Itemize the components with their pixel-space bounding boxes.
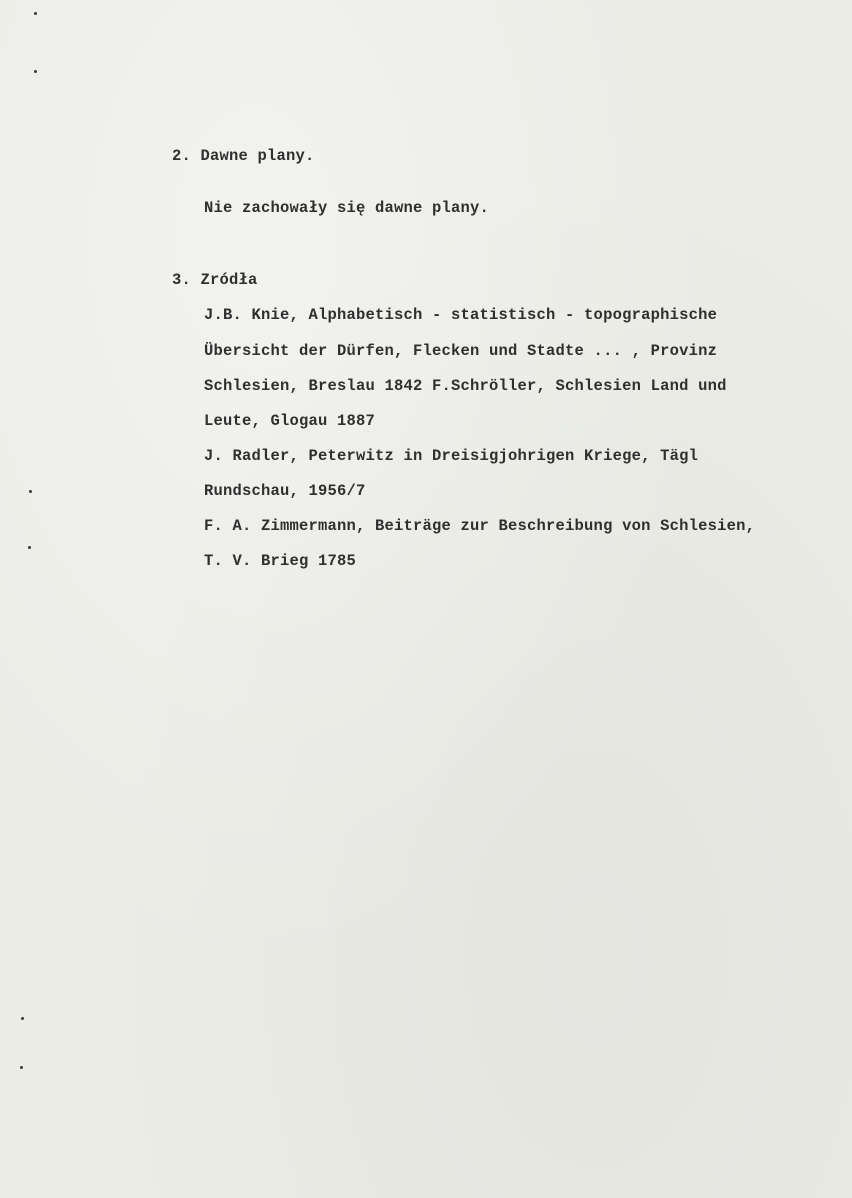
source-line: Übersicht der Dürfen, Flecken und Stadte ... , Provinz: [204, 342, 718, 360]
section-body-line: Nie zachowały się dawne plany.: [204, 199, 490, 217]
margin-speck: [21, 1017, 24, 1020]
source-line: Leute, Glogau 1887: [204, 412, 376, 430]
source-line: F. A. Zimmermann, Beiträge zur Beschreibung von Schlesien,: [204, 517, 756, 535]
margin-speck: [20, 1066, 23, 1069]
margin-speck: [29, 490, 32, 493]
margin-speck: [34, 12, 37, 15]
source-line: T. V. Brieg 1785: [204, 552, 357, 570]
section-heading-old-plans: 2. Dawne plany.: [172, 147, 315, 165]
margin-speck: [28, 546, 31, 549]
source-line: J.B. Knie, Alphabetisch - statistisch - topographische: [204, 306, 718, 324]
section-heading-sources: 3. Zródła: [172, 271, 258, 289]
source-line: Schlesien, Breslau 1842 F.Schröller, Schlesien Land und: [204, 377, 727, 395]
margin-speck: [34, 70, 37, 73]
source-line: J. Radler, Peterwitz in Dreisigjohrigen Kriege, Tägl: [204, 447, 699, 465]
source-line: Rundschau, 1956/7: [204, 482, 366, 500]
